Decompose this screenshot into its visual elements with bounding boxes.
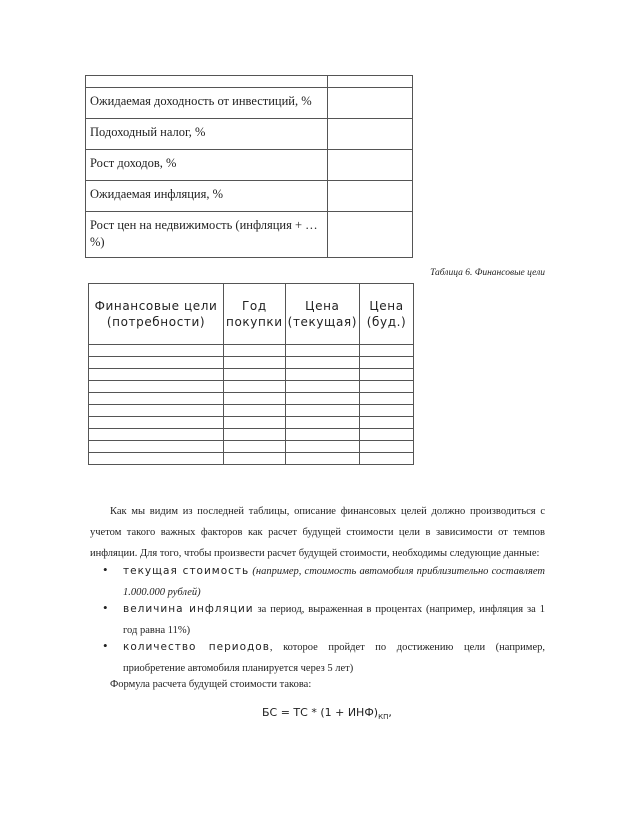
- table-cell: [89, 453, 224, 465]
- table-cell: [89, 429, 224, 441]
- table-cell: [224, 405, 286, 417]
- list-item: [123, 599, 545, 641]
- bullet-icon: •: [103, 638, 108, 653]
- bullet-icon: •: [103, 600, 108, 615]
- table-cell: [285, 357, 359, 369]
- table-row: [89, 345, 414, 357]
- table-cell: [285, 441, 359, 453]
- table-cell: [360, 405, 414, 417]
- table-cell: [328, 150, 413, 181]
- table-cell: [285, 429, 359, 441]
- parameters-table: [85, 75, 413, 258]
- table-row: [86, 88, 413, 119]
- table-cell: [328, 88, 413, 119]
- table-cell: [89, 357, 224, 369]
- table-body: [89, 345, 414, 465]
- table-cell: [360, 369, 414, 381]
- table-cell: [224, 345, 286, 357]
- table-row: [89, 429, 414, 441]
- table-cell: [89, 381, 224, 393]
- table-cell: Ожидаемая инфляция, %: [86, 181, 328, 212]
- list-item-text: за период, выраженная в процентах (например, инфляция за 1 год равна 11%): [123, 604, 545, 636]
- column-header: Цена (буд.): [360, 284, 414, 345]
- table-caption: Таблица 6. Финансовые цели: [430, 268, 545, 278]
- table-cell: [285, 369, 359, 381]
- list-item-term: текущая стоимость: [123, 565, 250, 577]
- table-cell: [89, 405, 224, 417]
- table-row: [86, 150, 413, 181]
- table-row: [86, 212, 413, 258]
- table-cell: [360, 453, 414, 465]
- table-row: [89, 453, 414, 465]
- table-cell: [224, 441, 286, 453]
- table-cell: [89, 345, 224, 357]
- table-cell: Ожидаемая доходность от инвестиций, %: [86, 88, 328, 119]
- formula: [262, 706, 392, 721]
- table-cell: [89, 393, 224, 405]
- column-header: Финансовые цели (потребности): [89, 284, 224, 345]
- formula-subscript: КП: [378, 713, 389, 722]
- table-row: [86, 181, 413, 212]
- table-cell: [224, 381, 286, 393]
- list-item: [123, 561, 545, 603]
- body-paragraph: Как мы видим из последней таблицы, описание финансовых целей должно производиться с учетом такого важных факторов как расчет будущей стоимости цели в зависимости от темпов инфляции. Для того, чтобы произвести расчет будущей стоимости, необходимы следующие данные:: [90, 506, 545, 559]
- table-cell: [285, 381, 359, 393]
- table-cell: [224, 393, 286, 405]
- table-row: [89, 441, 414, 453]
- table-cell: [328, 181, 413, 212]
- table-cell: [285, 453, 359, 465]
- table-row: [86, 119, 413, 150]
- table-cell: [224, 357, 286, 369]
- table-cell: Подоходный налог, %: [86, 119, 328, 150]
- table-cell: [224, 417, 286, 429]
- formula-end: ,: [388, 706, 392, 719]
- table-cell: [360, 429, 414, 441]
- list-item: [123, 637, 545, 679]
- table-cell: [360, 417, 414, 429]
- table-cell: [360, 357, 414, 369]
- table-row: [86, 76, 413, 88]
- table-row: [89, 417, 414, 429]
- column-header: Год покупки: [224, 284, 286, 345]
- table-cell: [224, 453, 286, 465]
- formula-intro: Формула расчета будущей стоимости такова:: [110, 679, 312, 690]
- financial-goals-table: [88, 283, 414, 465]
- table-cell: [360, 441, 414, 453]
- table-cell: [86, 76, 328, 88]
- table-row: [89, 369, 414, 381]
- table-header-row: [89, 284, 414, 345]
- list-item-text: , которое пройдет по достижению цели (например, приобретение автомобиля планируется через 5 лет): [123, 642, 545, 674]
- table-row: [89, 381, 414, 393]
- table-cell: [89, 369, 224, 381]
- table-cell: Рост цен на недвижимость (инфляция + … %): [86, 212, 328, 258]
- column-header: Цена (текущая): [285, 284, 359, 345]
- table-cell: Рост доходов, %: [86, 150, 328, 181]
- list-item-term: величина инфляции: [123, 603, 254, 615]
- list-item-term: количество периодов: [123, 641, 270, 653]
- table-cell: [224, 429, 286, 441]
- table-cell: [89, 417, 224, 429]
- table-cell: [360, 393, 414, 405]
- table-cell: [285, 345, 359, 357]
- list-item-text: (например, стоимость автомобиля приблизительно составляет 1.000.000 рублей): [123, 566, 545, 598]
- table-cell: [328, 212, 413, 258]
- table-row: [89, 393, 414, 405]
- table-cell: [328, 76, 413, 88]
- bullet-icon: •: [103, 562, 108, 577]
- table-cell: [285, 393, 359, 405]
- table-cell: [224, 369, 286, 381]
- table-cell: [285, 405, 359, 417]
- table-cell: [360, 381, 414, 393]
- formula-main: БС = ТС * (1 + ИНФ): [262, 706, 379, 719]
- table-row: [89, 357, 414, 369]
- table-cell: [360, 345, 414, 357]
- table-cell: [89, 441, 224, 453]
- table-cell: [328, 119, 413, 150]
- table-row: [89, 405, 414, 417]
- table-cell: [285, 417, 359, 429]
